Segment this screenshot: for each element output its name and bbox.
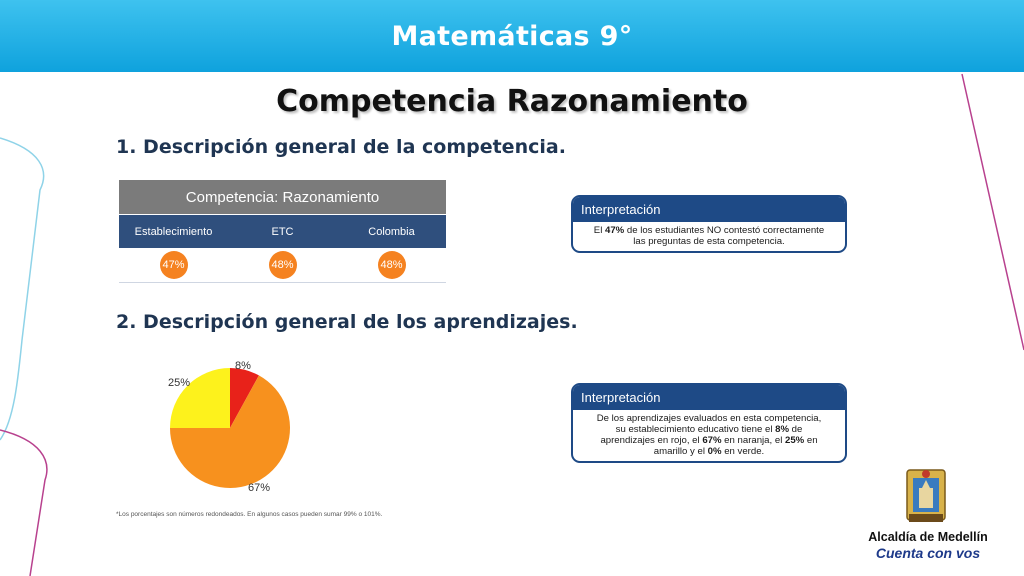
pie-label-yellow: 25%: [168, 377, 191, 389]
interpretation-1-line: El 47% de los estudiantes NO contestó correctamente: [593, 225, 825, 236]
competency-table-header: Competencia: Razonamiento: [119, 180, 446, 214]
logo-line-1: Alcaldía de Medellín: [868, 530, 988, 544]
section-2-title: 2. Descripción general de los aprendizajes.: [116, 311, 578, 333]
interpretation-2-line: su establecimiento educativo tiene el 8% de: [615, 424, 803, 435]
logo-line-2: Cuenta con vos: [875, 545, 981, 561]
competency-table-columns: [119, 214, 446, 248]
section-1-title: 1. Descripción general de la competencia.: [116, 136, 566, 158]
column-colombia: Colombia: [368, 225, 415, 238]
interpretation-1-title: Interpretación: [573, 197, 845, 222]
interpretation-box-2: [571, 383, 847, 463]
competency-table-values: [119, 248, 446, 283]
header-title: Matemáticas 9°: [391, 20, 633, 52]
interpretation-2-text: [573, 410, 845, 461]
pie-label-orange: 67%: [248, 482, 271, 494]
coat-of-arms-icon: [905, 466, 947, 526]
value-badge-establecimiento: 47%: [160, 251, 188, 279]
footnote: *Los porcentajes son números redondeados. En algunos casos pueden sumar 99% o 101%.: [116, 511, 383, 518]
alcaldia-logo: [858, 466, 998, 566]
interpretation-1-line: las preguntas de esta competencia.: [633, 236, 785, 247]
interpretation-2-title: Interpretación: [573, 385, 845, 410]
value-badge-etc: 48%: [269, 251, 297, 279]
pie-label-red: 8%: [235, 360, 251, 372]
interpretation-2-line: amarillo y el 0% en verde.: [653, 446, 765, 457]
slide-title: Competencia Razonamiento: [276, 84, 748, 119]
value-badge-colombia: 48%: [378, 251, 406, 279]
interpretation-box-1: [571, 195, 847, 253]
interpretation-2-line: aprendizajes en rojo, el 67% en naranja, el 25% en: [600, 435, 818, 446]
competency-table: [119, 180, 446, 283]
column-etc: ETC: [271, 225, 294, 238]
interpretation-1-text: [573, 222, 845, 251]
interpretation-2-line: De los aprendizajes evaluados en esta competencia,: [596, 413, 822, 424]
column-establecimiento: Establecimiento: [134, 225, 213, 238]
